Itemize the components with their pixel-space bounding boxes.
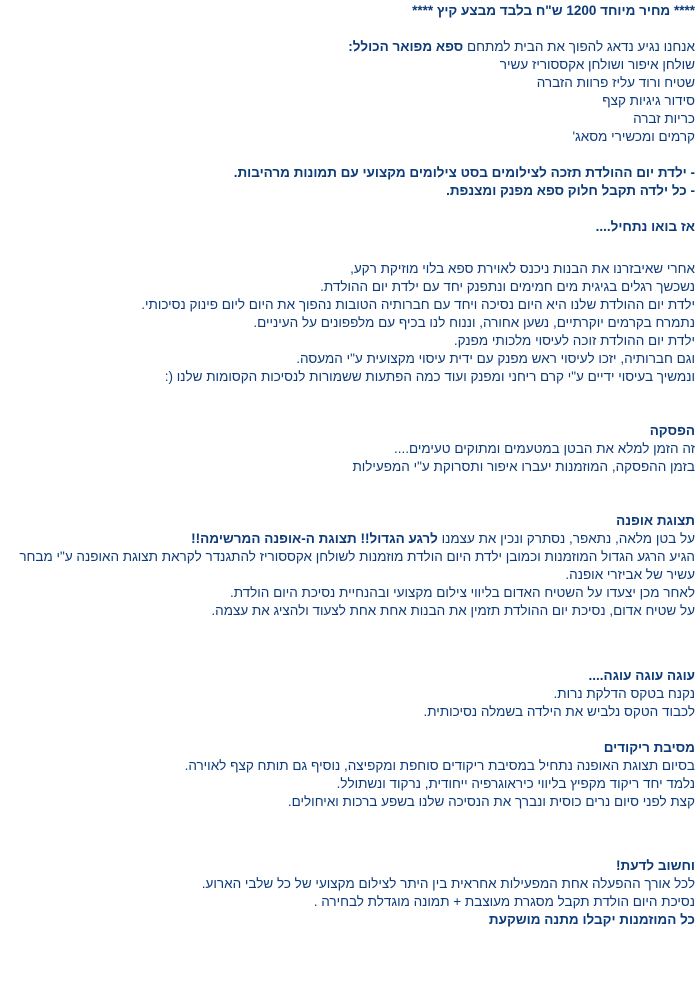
text-segment: ספא מפואר הכולל: — [348, 39, 464, 54]
text-line — [4, 893, 695, 911]
price-banner — [4, 2, 695, 20]
text-segment: ילדת יום ההולדת זוכה לעיסוי מלכותי מפנק. — [453, 333, 695, 348]
blank-line — [4, 476, 695, 494]
text-segment: נתמרח בקרמים יוקרתיים, נשען אחורה, וננוח לנו בכיף עם מלפפונים על העיניים. — [253, 315, 695, 330]
text-line — [4, 548, 695, 584]
text-line — [4, 602, 695, 620]
section-title-fashion-show — [4, 512, 695, 530]
blank-line — [4, 146, 695, 164]
text-line — [4, 74, 695, 92]
text-segment: וגם חברותיה, יזכו לעיסוי ראש מפנק עם ידית עיסוי מקצועית ע"י המעסה. — [296, 351, 695, 366]
text-segment: בזמן ההפסקה, המוזמנות יעברו איפור ותסרוקת ע"י המפעילות — [352, 459, 695, 474]
text-segment: ילדת יום ההולדת שלנו היא היום נסיכה ויחד עם חברותיה הטובות נהפוך את היום ליום פינוק נסיכותי. — [141, 297, 695, 312]
blank-line — [4, 829, 695, 847]
text-line — [4, 458, 695, 476]
text-line — [4, 793, 695, 811]
text-line — [4, 56, 695, 74]
text-segment: מסיבת ריקודים — [603, 740, 695, 755]
text-segment: נקנח בטקס הדלקת נרות. — [553, 686, 695, 701]
lets-begin-line — [4, 218, 695, 236]
text-segment: לכבוד הטקס נלביש את הילדה בשמלה נסיכותית. — [423, 704, 695, 719]
text-line — [4, 182, 695, 200]
text-line — [4, 92, 695, 110]
text-segment: נלמד יחד ריקוד מקפיץ בליווי כיראוגרפיה ייחודית, נרקוד ונשתולל. — [336, 776, 695, 791]
text-segment: הגיע הרגע הגדול המוזמנות וכמובן ילדת היום הולדת מוזמנות לשולחן אקססוריז להתגנדר לקראת תצוגת האופנה ע"י מבחר עשיר של אביזרי אופנה. — [19, 549, 695, 582]
blank-line — [4, 494, 695, 512]
blank-line — [4, 811, 695, 829]
section-title-cake — [4, 667, 695, 685]
text-segment: סידור גיגיות קצף — [602, 93, 695, 108]
text-segment: וחשוב לדעת! — [616, 858, 695, 873]
text-segment: עוגה עוגה עוגה.... — [588, 668, 695, 683]
text-segment: שטיח ורוד עליז פרוות הזברה — [536, 75, 695, 90]
text-line — [4, 368, 695, 386]
text-line — [4, 110, 695, 128]
text-segment: כל המוזמנות יקבלו מתנה מושקעת — [488, 912, 695, 927]
text-segment: לכל אורך ההפעלה אחת המפעילות אחראית בין היתר לצילום מקצועי של כל שלבי הארוע. — [201, 876, 695, 891]
text-line — [4, 278, 695, 296]
text-segment: תצוגת אופנה — [616, 513, 695, 528]
text-line — [4, 703, 695, 721]
blank-line — [4, 404, 695, 422]
section-title-important — [4, 857, 695, 875]
blank-line — [4, 620, 695, 638]
text-segment: נשכשך רגלים בגיגית מים חמימים ונתפנק יחד עם ילדת יום ההולדת. — [320, 279, 695, 294]
text-segment: - כל ילדה תקבל חלוק ספא מפנק ומצנפת. — [446, 183, 695, 198]
text-segment: נסיכת היום הולדת תקבל מסגרת מעוצבת + תמונה מוגדלת לבחירה . — [313, 894, 695, 909]
text-line — [4, 530, 695, 548]
blank-line — [4, 200, 695, 218]
text-line — [4, 757, 695, 775]
text-line — [4, 685, 695, 703]
blank-line — [4, 638, 695, 656]
text-segment: לרגע הגדול!! תצוגת ה-אופנה המרשימה!! — [191, 531, 438, 546]
text-segment: אז בואו נתחיל.... — [595, 219, 695, 234]
section-title-break — [4, 422, 695, 440]
text-line — [4, 875, 695, 893]
text-segment: אחרי שאיבזרנו את הבנות ניכנס לאוירת ספא בלוי מוזיקת רקע, — [350, 261, 695, 276]
blank-line — [4, 386, 695, 404]
text-segment: כריות זברה — [633, 111, 695, 126]
text-segment: זה הזמן למלא את הבטן במטעמים ומתוקים טעימים.... — [394, 441, 695, 456]
text-line — [4, 440, 695, 458]
blank-line — [4, 20, 695, 38]
blank-line — [4, 236, 695, 254]
text-segment: **** מחיר מיוחד 1200 ש"ח בלבד מבצע קיץ **** — [412, 3, 695, 18]
text-line — [4, 584, 695, 602]
text-segment: בסיום תצוגת האופנה נתחיל במסיבת ריקודים סוחפת ומקפיצה, נוסיף גם תותח קצף לאוירה. — [184, 758, 695, 773]
section-title-dance-party — [4, 739, 695, 757]
blank-line — [4, 721, 695, 739]
text-line — [4, 260, 695, 278]
text-segment: קצת לפני סיום נרים כוסית ונברך את הנסיכה שלנו בשפע ברכות ואיחולים. — [287, 794, 695, 809]
closing-line — [4, 911, 695, 929]
text-segment: על שטיח אדום, נסיכת יום ההולדת תזמין את הבנות אחת אחת לצעוד ולהציג את עצמה. — [211, 603, 695, 618]
text-line — [4, 332, 695, 350]
text-segment: לאחר מכן יצעדו על השטיח האדום בליווי צילום מקצועי ובהנחיית נסיכת היום הולדת. — [229, 585, 695, 600]
text-segment: על בטן מלאה, נתאפר, נסתרק ונכין את עצמנו — [437, 531, 695, 546]
text-line — [4, 164, 695, 182]
text-line — [4, 350, 695, 368]
text-line — [4, 775, 695, 793]
text-segment: - ילדת יום ההולדת תזכה לצילומים בסט צילומים מקצועי עם תמונות מרהיבות. — [233, 165, 695, 180]
text-line — [4, 296, 695, 314]
text-line — [4, 128, 695, 146]
text-segment: אנחנו נגיע נדאג להפוך את הבית למתחם — [463, 39, 695, 54]
text-segment: ונמשיך בעיסוי ידיים ע"י קרם ריחני ומפנק ועוד כמה הפתעות ששמורות לנסיכות הקסומות שלנו (: — [164, 369, 695, 384]
intro-line — [4, 38, 695, 56]
text-segment: שולחן איפור ושולחן אקססוריז עשיר — [499, 57, 695, 72]
text-segment: קרמים ומכשירי מסאג' — [572, 129, 695, 144]
text-line — [4, 314, 695, 332]
text-segment: הפסקה — [649, 423, 695, 438]
